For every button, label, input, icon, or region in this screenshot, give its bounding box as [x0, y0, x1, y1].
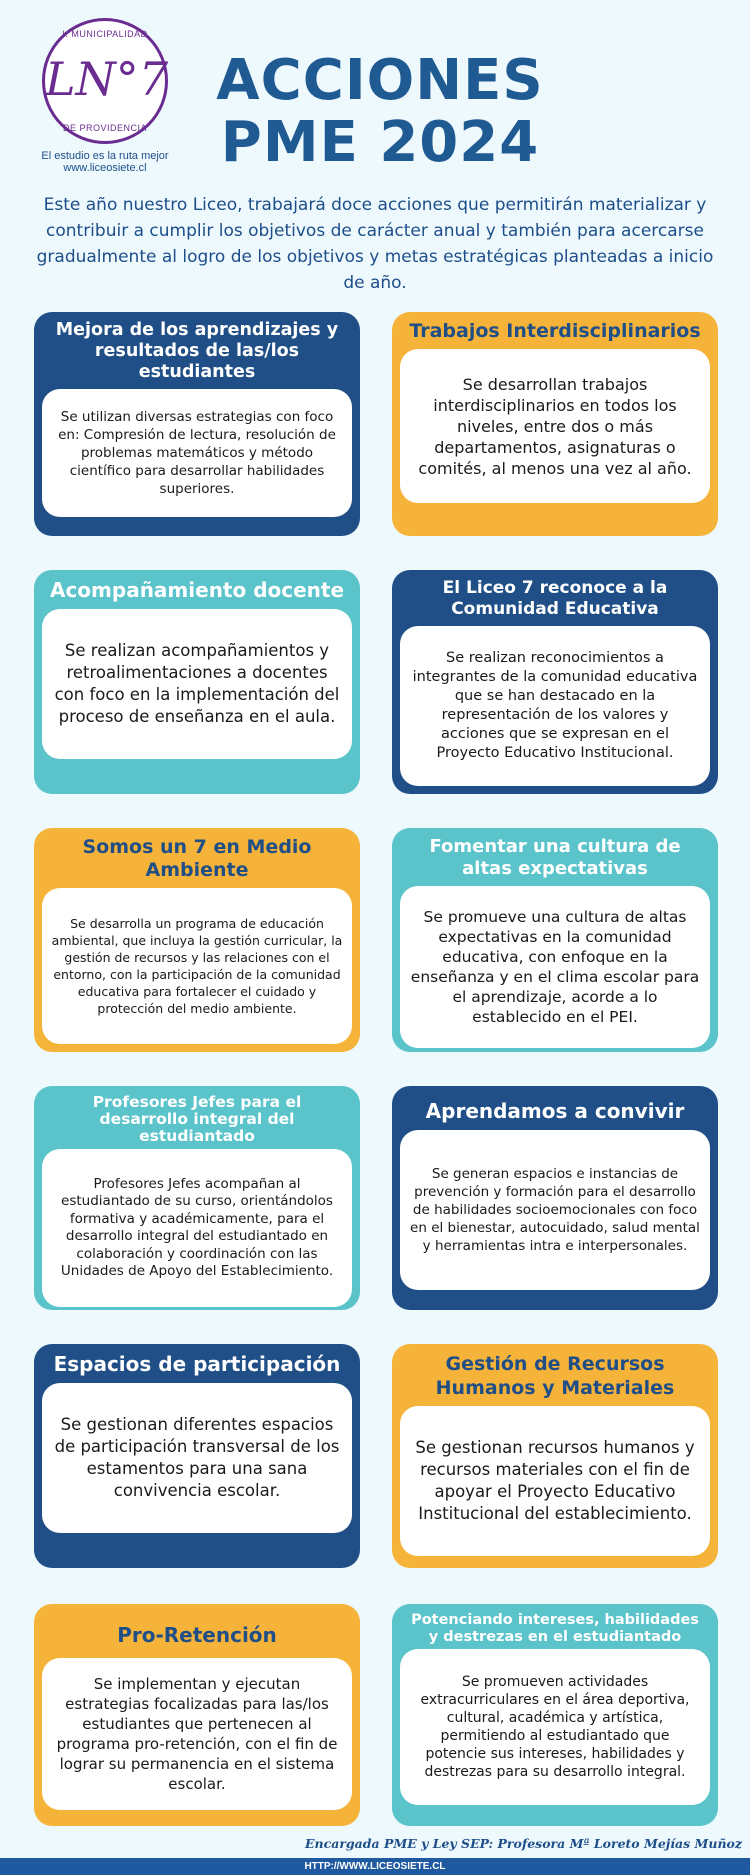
action-card-body: Se realizan reconocimientos a integrantes de la comunidad educativa que se han destacado en la representación de los valores y acciones que se expresan en el Proyecto Educativo Institucional. — [400, 626, 710, 786]
action-card-title: Potenciando intereses, habilidades y destrezas en el estudiantado — [411, 1612, 699, 1645]
action-card-mejora-aprendizajes — [34, 312, 360, 536]
action-card-title: Acompañamiento docente — [49, 578, 345, 602]
action-card-profesores-jefes — [34, 1086, 360, 1310]
action-card-title: Aprendamos a convivir — [425, 1099, 685, 1123]
action-card-body: Se utilizan diversas estrategias con foco en: Compresión de lectura, resolución de problemas matemáticos y método científico para desarrollar habilidades superiores. — [42, 389, 352, 517]
logo-url: www.liceosiete.cl — [63, 162, 147, 174]
logo-monogram: LN°7 — [45, 52, 169, 106]
action-card-title: Profesores Jefes para el desarrollo integral del estudiantado — [92, 1093, 302, 1145]
action-card-title: Pro-Retención — [117, 1623, 277, 1647]
logo-arc-top-text: I. MUNICIPALIDAD — [62, 29, 148, 39]
action-card-aprendamos-convivir — [392, 1086, 718, 1310]
action-card-espacios-participacion — [34, 1344, 360, 1568]
action-card-body: Se promueve una cultura de altas expectativas en la comunidad educativa, con enfoque en la enseñanza y en el clima escolar para el aprendizaje, acorde a lo establecido en el PEI. — [400, 886, 710, 1048]
action-card-title: Somos un 7 en Medio Ambiente — [82, 836, 312, 881]
action-card-title: Trabajos Interdisciplinarios — [409, 320, 701, 342]
page-title-line-1: ACCIONES — [216, 48, 544, 113]
action-card-gestion-recursos — [392, 1344, 718, 1568]
logo-arc-bottom-text: DE PROVIDENCIA — [62, 123, 147, 133]
action-card-body: Se gestionan diferentes espacios de participación transversal de los estamentos para una sana convivencia escolar. — [42, 1383, 352, 1533]
footer-url-link[interactable]: HTTP://WWW.LICEOSIETE.CL — [304, 1861, 446, 1872]
logo-emblem — [42, 18, 168, 144]
action-card-body: Se realizan acompañamientos y retroalimentaciones a docentes con foco en la implementación del proceso de enseñanza en el aula. — [42, 609, 352, 759]
page-title-line-2: PME 2024 — [220, 110, 540, 175]
action-card-body: Se desarrollan trabajos interdisciplinarios en todos los niveles, entre dos o más departamentos, asignaturas o comités, al menos una vez al año. — [400, 349, 710, 503]
action-card-title: El Liceo 7 reconoce a la Comunidad Educativa — [442, 578, 668, 619]
action-card-acompanamiento-docente — [34, 570, 360, 794]
action-card-altas-expectativas — [392, 828, 718, 1052]
action-card-pro-retencion — [34, 1604, 360, 1826]
footer-url-bar[interactable] — [0, 1858, 750, 1875]
action-card-potenciando-intereses — [392, 1604, 718, 1826]
action-card-body: Se promueven actividades extracurriculares en el área deportiva, cultural, académica y artística, permitiendo al estudiantado que potencie sus intereses, habilidades y destrezas para su desarrollo integral. — [400, 1649, 710, 1805]
school-logo — [30, 18, 180, 174]
intro-paragraph: Este año nuestro Liceo, trabajará doce acciones que permitirán materializar y contribuir a cumplir los objetivos de carácter anual y también para acercarse gradualmente al logro de los objetivos y metas estratégicas planteadas a inicio de año. — [36, 195, 714, 293]
action-card-title: Fomentar una cultura de altas expectativas — [429, 836, 681, 879]
action-card-title: Mejora de los aprendizajes y resultados de las/los estudiantes — [55, 320, 339, 382]
action-card-body: Profesores Jefes acompañan al estudiantado de su curso, orientándolos formativa y académicamente, para el desarrollo integral del estudiantado en colaboración y coordinación con las Unidades de Apoyo del Establecimiento. — [42, 1149, 352, 1307]
action-card-body: Se generan espacios e instancias de prevención y formación para el desarrollo de habilidades socioemocionales con foco en el bienestar, autocuidado, salud mental y herramientas intra e interpersonales. — [400, 1130, 710, 1290]
logo-motto: El estudio es la ruta mejor — [41, 150, 169, 162]
action-card-trabajos-interdisciplinarios — [392, 312, 718, 536]
action-card-reconocimiento-comunidad — [392, 570, 718, 794]
action-card-body: Se implementan y ejecutan estrategias focalizadas para las/los estudiantes que pertenecen al programa pro-retención, con el fin de lograr su permanencia en el sistema escolar. — [42, 1658, 352, 1810]
action-card-body: Se desarrolla un programa de educación ambiental, que incluya la gestión curricular, la gestión de recursos y las relaciones con el entorno, con la participación de la comunidad educativa para fortalecer el cuidado y protección del medio ambiente. — [42, 888, 352, 1044]
action-card-title: Espacios de participación — [53, 1352, 341, 1376]
action-card-title: Gestión de Recursos Humanos y Materiales — [435, 1353, 675, 1399]
page-title — [200, 50, 560, 174]
footer-signature: Encargada PME y Ley SEP: Profesora Mª Loreto Mejías Muñoz — [305, 1836, 742, 1851]
action-card-body: Se gestionan recursos humanos y recursos materiales con el fin de apoyar el Proyecto Educativo Institucional del establecimiento. — [400, 1406, 710, 1556]
action-card-medio-ambiente — [34, 828, 360, 1052]
